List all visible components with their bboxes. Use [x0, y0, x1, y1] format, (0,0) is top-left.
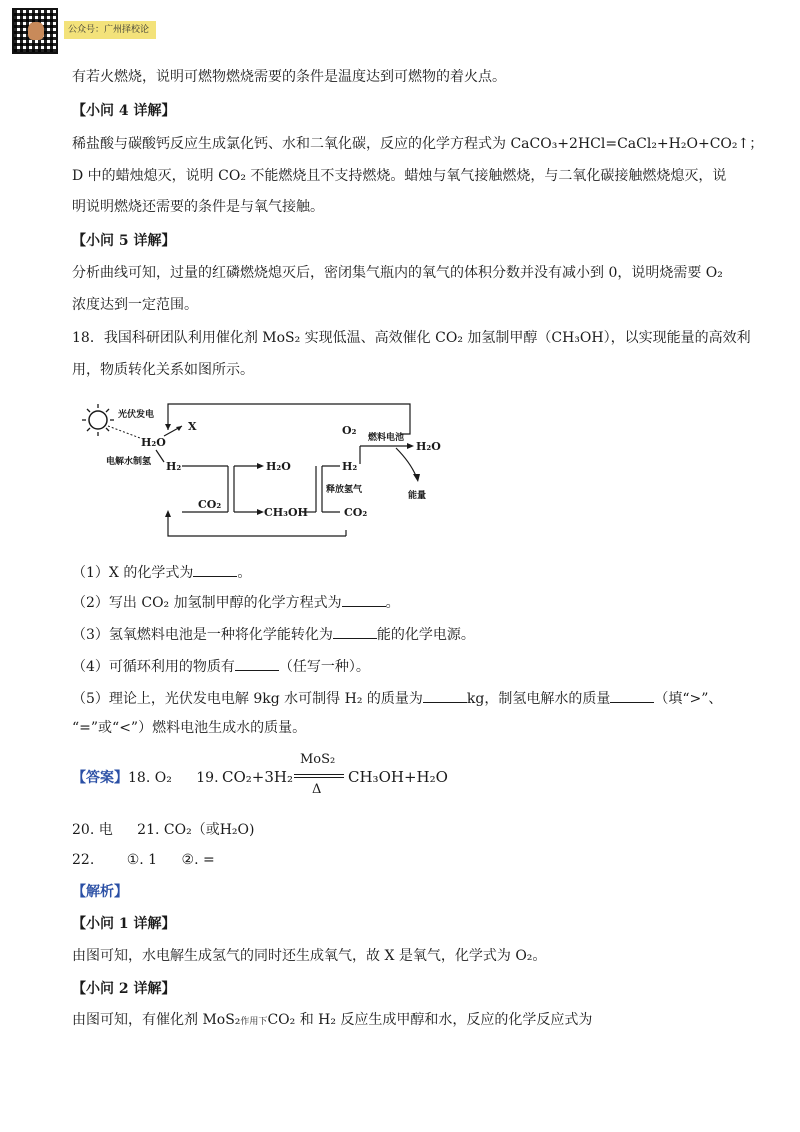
h2o-left: H₂O: [141, 436, 166, 449]
h2-left: H₂: [166, 460, 182, 473]
paragraph: 稀盐酸与碳酸钙反应生成氯化钙、水和二氧化碳，反应的化学方程式为 CaCO₃+2HCl=CaCl₂+H₂O+CO₂↑；: [72, 136, 764, 152]
h2-right: H₂: [342, 460, 358, 473]
equation-catalyst: MoS₂: [300, 752, 336, 767]
question-1: [72, 562, 740, 583]
question-5-continued: “=”或“<”）燃料电池生成水的质量。: [72, 720, 307, 736]
analysis-label: 【解析】: [72, 884, 128, 900]
answer-21: 21. CO₂（或H₂O): [137, 822, 255, 838]
answer-blank: [333, 624, 377, 639]
answer-blank: [610, 688, 654, 703]
answer-22: 22.: [72, 852, 95, 868]
paragraph: 有若火燃烧，说明可燃物燃烧需要的条件是温度达到可燃物的着火点。: [72, 69, 506, 85]
question-text: （填“>”、: [654, 691, 723, 707]
h2o-right: H₂O: [416, 440, 441, 453]
equation-bar: [294, 777, 344, 778]
paragraph: 用，物质转化关系如图所示。: [72, 362, 254, 378]
answer-19-label: 19.: [196, 770, 219, 786]
co2-left: CO₂: [198, 498, 222, 511]
answer-blank: [342, 592, 386, 607]
question-text: （任写一种）。: [278, 659, 370, 675]
equation-condition: Δ: [312, 782, 322, 797]
equation: [222, 752, 502, 802]
analysis-subscript: 作用下: [240, 1017, 268, 1027]
analysis-q1-title: 【小问 1 详解】: [72, 916, 176, 932]
analysis-q1-text: 由图可知，水电解生成氢气的同时还生成氧气，故 X 是氧气，化学式为 O₂。: [72, 948, 547, 964]
paragraph: 明说明燃烧还需要的条件是与氧气接触。: [72, 199, 324, 215]
analysis-q2-title: 【小问 2 详解】: [72, 981, 176, 997]
sun-icon: [82, 404, 114, 436]
question-text: （2）写出 CO₂ 加氢制甲醇的化学方程式为: [72, 595, 342, 611]
release-label: 释放氢气: [326, 485, 363, 495]
answer-18: 18. O₂: [128, 770, 172, 786]
question-4: [72, 656, 740, 677]
section-title-q5: 【小问 5 详解】: [72, 233, 176, 249]
answer-blank: [235, 656, 279, 671]
equation-right: CH₃OH+H₂O: [348, 768, 448, 786]
section-title-q4: 【小问 4 详解】: [72, 103, 176, 119]
answer-line: [72, 820, 740, 840]
question-text: 。: [237, 565, 252, 581]
question-text: （5）理论上，光伏发电电解 9kg 水可制得 H₂ 的质量为: [72, 691, 423, 707]
question-18-stem: 18．我国科研团队利用催化剂 MoS₂ 实现低温、高效催化 CO₂ 加氢制甲醇（CH₃OH），以实现能量的高效利: [72, 330, 751, 346]
sun-label: 光伏发电: [118, 410, 155, 420]
question-text: （4）可循环利用的物质有: [72, 659, 235, 675]
answer-22-2: ②. =: [181, 852, 215, 868]
co2-right: CO₂: [344, 506, 368, 519]
ch3oh: CH₃OH: [264, 506, 308, 519]
energy-label: 能量: [408, 491, 427, 501]
analysis-text: 由图可知，有催化剂 MoS₂: [72, 1012, 241, 1028]
question-text: kg，制氢电解水的质量: [466, 691, 611, 707]
answer-label: 【答案】: [72, 770, 128, 786]
analysis-text: CO₂ 和 H₂ 反应生成甲醇和水，反应的化学反应式为: [267, 1012, 593, 1028]
answer-blank: [423, 688, 467, 703]
account-badge: 公众号：广州择校论: [64, 21, 156, 39]
equation-bar: [294, 774, 344, 775]
x-label: X: [188, 420, 197, 433]
question-5: [72, 688, 740, 709]
answer-20: 20. 电: [72, 822, 113, 838]
fuel-cell-label: 燃料电池: [368, 433, 405, 443]
conversion-diagram: [78, 390, 458, 550]
answer-line: [72, 850, 740, 870]
qr-code: [12, 8, 58, 54]
paragraph: 分析曲线可知，过量的红磷燃烧熄灭后，密闭集气瓶内的氧气的体积分数并没有减小到 0，说明烧需要 O₂: [72, 265, 723, 281]
avatar: [28, 22, 44, 40]
question-3: [72, 624, 740, 645]
o2: O₂: [342, 424, 357, 437]
analysis-q2-text: [72, 1010, 740, 1032]
question-2: [72, 592, 740, 613]
electrolysis-label: 电解水制氢: [106, 457, 152, 467]
question-text: 。: [385, 595, 400, 611]
paragraph: 浓度达到一定范围。: [72, 297, 198, 313]
paragraph: D 中的蜡烛熄灭，说明 CO₂ 不能燃烧且不支持燃烧。蜡烛与氧气接触燃烧，与二氧化碳接触燃烧熄灭，说: [72, 168, 727, 184]
question-text: （3）氢氧燃料电池是一种将化学能转化为: [72, 627, 333, 643]
equation-left: CO₂+3H₂: [222, 768, 293, 786]
question-text: 能的化学电源。: [376, 627, 475, 643]
question-text: （1）X 的化学式为: [72, 565, 194, 581]
answer-blank: [193, 562, 237, 577]
answer-22-1: ①. 1: [126, 852, 158, 868]
h2o-mid: H₂O: [266, 460, 291, 473]
